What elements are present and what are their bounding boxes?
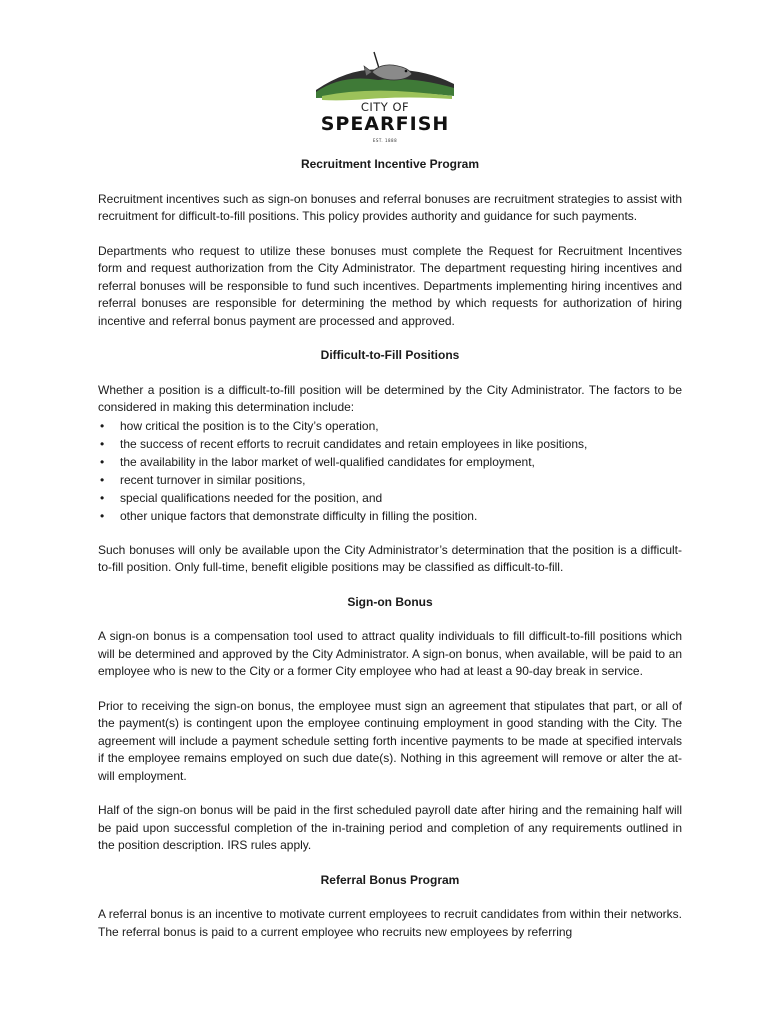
logo-spearfish: SPEARFISH [320, 113, 450, 135]
bullet-icon: • [100, 490, 105, 505]
bullet-icon: • [100, 508, 105, 523]
intro-paragraph-2: Departments who request to utilize these bonuses must complete the Request for Recruitment Incentives form and request authorization from the City Administrator. The department requesting hiring incentives and referral bonuses will be responsible to fund such incentives. Departments implementing hiring incentives and referral bonuses are responsible for determining the method by which requests for authorization of hiring incentive and referral bonus payment are processed and approved. [98, 243, 682, 328]
referral-paragraph: A referral bonus is an incentive to motivate current employees to recruit candidates from within their networks. The referral bonus is paid to a current employee who recruits new employees by referring [98, 907, 682, 939]
bullet-icon: • [100, 472, 105, 487]
logo-city-of: CITY OF [360, 100, 410, 114]
factors-list [98, 417, 682, 525]
signon-paragraph-3: Half of the sign-on bonus will be paid in the first scheduled payroll date after hiring and the remaining half will be paid upon successful completion of the in-training period and completion of any requirements outlined in the position description. IRS rules apply. [98, 803, 682, 852]
list-item: • the success of recent efforts to recruit candidates and retain employees in like positions, [100, 436, 588, 451]
section-heading-signon: Sign-on Bonus [347, 594, 433, 609]
document-body [98, 156, 682, 941]
signon-paragraph-1: A sign-on bonus is a compensation tool used to attract quality individuals to fill difficult-to-fill positions which will be determined and approved by the City Administrator. A sign-on bonus, when available, will be paid to an employee who is new to the City or a former City employee who had at least a 90-day break in service. [98, 629, 682, 678]
bullet-icon: • [100, 418, 105, 433]
difficult-lead-paragraph: Whether a position is a difficult-to-fill position will be determined by the City Administrator. The factors to be considered in making this determination include: [98, 382, 682, 414]
list-item: • other unique factors that demonstrate difficulty in filling the position. [100, 508, 478, 523]
bullet-icon: • [100, 436, 105, 451]
difficult-closing-paragraph: Such bonuses will only be available upon the City Administrator’s determination that the position is a difficult-to-fill position. Only full-time, benefit eligible positions may be classified as difficult-to-fill. [98, 542, 682, 574]
logo-hills-graphic [312, 50, 458, 102]
section-heading-referral: Referral Bonus Program [320, 872, 460, 887]
list-item: • the availability in the labor market of well-qualified candidates for employment, [100, 454, 535, 469]
logo-established: EST. 1888 [372, 138, 398, 143]
list-item: • special qualifications needed for the position, and [100, 490, 383, 505]
intro-paragraph-1: Recruitment incentives such as sign-on bonuses and referral bonuses are recruitment strategies to assist with recruitment for difficult-to-fill positions. This policy provides authority and guidance for such payments. [98, 191, 682, 223]
section-heading-difficult: Difficult-to-Fill Positions [320, 348, 460, 362]
city-logo [312, 50, 458, 150]
document-title: Recruitment Incentive Program [300, 157, 480, 171]
signon-paragraph-2: Prior to receiving the sign-on bonus, the employee must sign an agreement that stipulates that part, or all of the payment(s) is contingent upon the employee continuing employment in good standing with the City. The agreement will include a payment schedule setting forth incentive payments to be made at specified intervals if the employee remains employed on such due date(s). Nothing in this agreement will remove or alter the at-will employment. [98, 698, 682, 783]
bullet-icon: • [100, 454, 105, 469]
list-item: • how critical the position is to the City’s operation, [100, 418, 379, 433]
list-item: • recent turnover in similar positions, [100, 472, 306, 487]
